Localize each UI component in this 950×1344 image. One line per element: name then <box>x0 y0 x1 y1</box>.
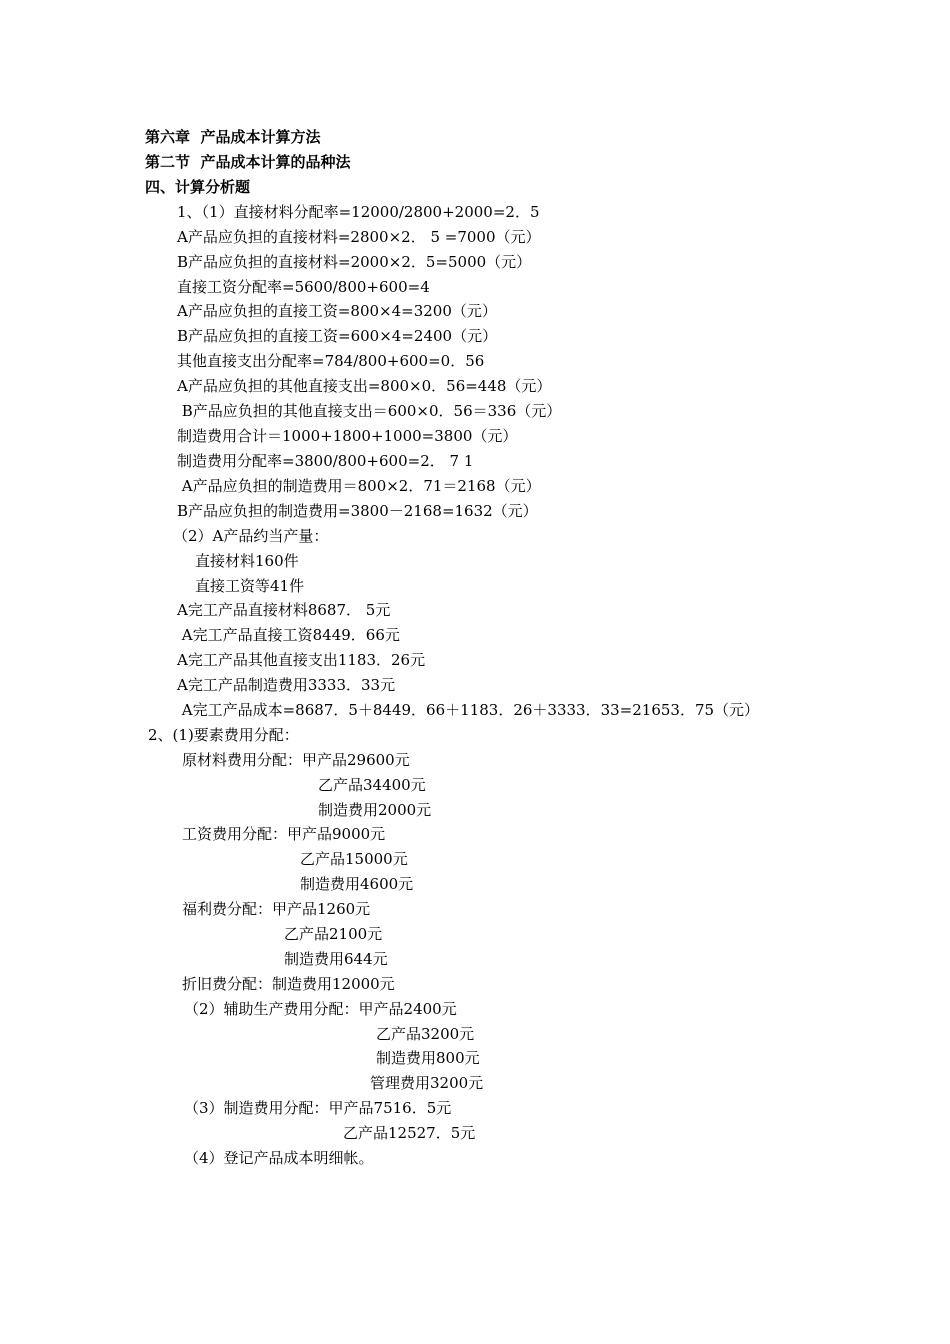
q2-line-6: 乙产品15000元 <box>300 850 408 868</box>
q1-line-7: 其他直接支出分配率=784/800+600=0．56 <box>177 352 485 370</box>
q2-line-8: 福利费分配：甲产品1260元 <box>182 900 371 918</box>
q1-line-16: 直接工资等41件 <box>195 577 305 595</box>
q1-line-11: 制造费用分配率=3800/800+600=2． 7 1 <box>177 452 474 470</box>
q1-line-1: 1、（1）直接材料分配率=12000/2800+2000=2．5 <box>177 203 540 221</box>
q2-line-11: 折旧费分配：制造费用12000元 <box>182 975 395 993</box>
q2-line-1: 2、(1)要素费用分配： <box>148 726 299 744</box>
q2-line-18: （4）登记产品成本明细帐。 <box>184 1149 374 1167</box>
q1-line-10: 制造费用合计＝1000+1800+1000=3800（元） <box>177 427 518 445</box>
part-heading: 四、计算分析题 <box>145 178 251 196</box>
q1-line-21: A完工产品成本=8687．5＋8449．66＋1183．26＋3333．33=21653．75（元） <box>177 701 760 719</box>
q2-line-7: 制造费用4600元 <box>300 875 414 893</box>
q1-line-3: B产品应负担的直接材料=2000×2．5=5000（元） <box>177 253 532 271</box>
q1-line-5: A产品应负担的直接工资=800×4=3200（元） <box>177 302 497 320</box>
q1-line-6: B产品应负担的直接工资=600×4=2400（元） <box>177 327 498 345</box>
q2-line-3: 乙产品34400元 <box>318 776 426 794</box>
q1-line-14: （2）A产品约当产量： <box>173 527 329 545</box>
section-heading: 第二节 产品成本计算的品种法 <box>145 153 351 171</box>
q1-line-13: B产品应负担的制造费用=3800－2168=1632（元） <box>177 502 538 520</box>
q2-line-9: 乙产品2100元 <box>284 925 383 943</box>
q2-line-4: 制造费用2000元 <box>318 801 432 819</box>
q1-line-19: A完工产品其他直接支出1183．26元 <box>177 651 426 669</box>
q2-line-13: 乙产品3200元 <box>376 1025 475 1043</box>
q1-line-20: A完工产品制造费用3333．33元 <box>177 676 396 694</box>
q1-line-18: A完工产品直接工资8449．66元 <box>177 626 400 644</box>
chapter-heading: 第六章 产品成本计算方法 <box>145 128 321 146</box>
q1-line-15: 直接材料160件 <box>195 552 299 570</box>
q2-line-12: （2）辅助生产费用分配：甲产品2400元 <box>184 1000 457 1018</box>
q2-line-15: 管理费用3200元 <box>370 1074 484 1092</box>
q1-line-9: B产品应负担的其他直接支出＝600×0．56＝336（元） <box>177 402 562 420</box>
q1-line-12: A产品应负担的制造费用＝800×2．71＝2168（元） <box>177 477 541 495</box>
q1-line-8: A产品应负担的其他直接支出=800×0．56=448（元） <box>177 377 552 395</box>
q2-line-16: （3）制造费用分配：甲产品7516．5元 <box>184 1099 452 1117</box>
q2-line-5: 工资费用分配：甲产品9000元 <box>182 825 386 843</box>
q2-line-14: 制造费用800元 <box>376 1049 480 1067</box>
q1-line-2: A产品应负担的直接材料=2800×2． 5 =7000（元） <box>177 228 541 246</box>
q2-line-17: 乙产品12527．5元 <box>343 1124 476 1142</box>
q2-line-2: 原材料费用分配：甲产品29600元 <box>182 751 410 769</box>
q1-line-17: A完工产品直接材料8687． 5元 <box>177 601 391 619</box>
q2-line-10: 制造费用644元 <box>284 950 388 968</box>
q1-line-4: 直接工资分配率=5600/800+600=4 <box>177 278 430 296</box>
